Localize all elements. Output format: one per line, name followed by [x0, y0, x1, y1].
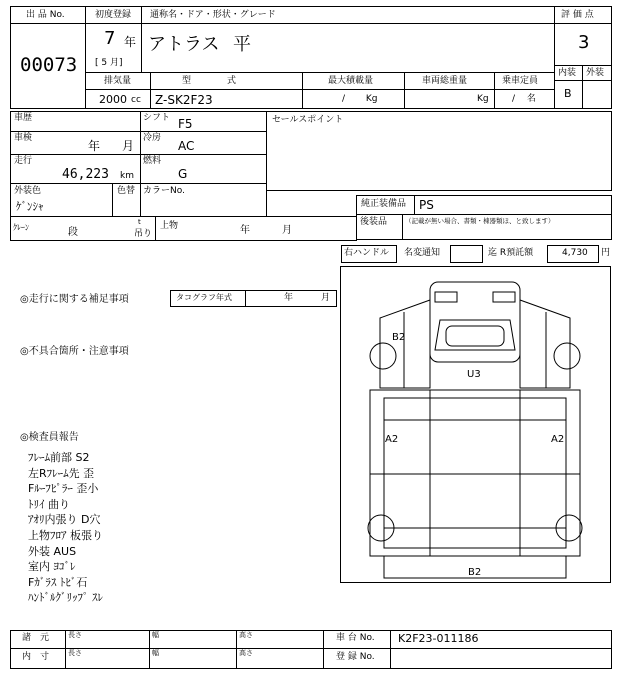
- crane-stage-unit: 段: [68, 227, 78, 238]
- displacement-label: 排気量: [104, 76, 132, 86]
- max-load-unit: / Kg: [342, 94, 378, 104]
- displacement-value: 2000: [99, 93, 127, 106]
- history-label: 車歴: [14, 113, 33, 123]
- dims-length-label: 長さ: [68, 631, 82, 639]
- exterior-color-label: 外装色: [14, 186, 42, 196]
- inspector-report-heading: ◎検査員報告: [20, 432, 79, 443]
- ac-value: AC: [178, 139, 195, 153]
- mileage-label: 走行: [14, 156, 33, 166]
- mark-front: B2: [392, 332, 406, 343]
- driving-notes-heading: ◎走行に関する補足事項: [20, 294, 129, 305]
- exterior-color-value: ｹﾞﾝｼｬ: [16, 200, 44, 213]
- report-line: ｱｵﾘ内張り D穴: [28, 513, 101, 527]
- crane-ton-label: t: [138, 218, 141, 226]
- shift-value: F5: [178, 117, 193, 131]
- crane-label: ｸﾚｰﾝ: [13, 223, 29, 232]
- truck-diagram-frame: [340, 266, 611, 583]
- upper-year: 年: [240, 225, 250, 236]
- model-code: Z-SK2F23: [155, 93, 213, 107]
- grade-value: 3: [578, 32, 590, 53]
- name-change-box: [450, 245, 483, 263]
- crane-lift-unit: 吊り: [134, 229, 153, 239]
- aftermarket-note: （記載が無い場合、書類・棟器類ほ、と致します）: [405, 217, 555, 225]
- refund-amount: 4,730: [562, 248, 588, 258]
- tachograph-month: 月: [321, 293, 331, 303]
- report-line: 外装 AUS: [28, 544, 77, 558]
- body-type: 平: [233, 34, 251, 55]
- exterior-grade-cell: [582, 80, 612, 109]
- inner-width-label: 幅: [152, 649, 159, 657]
- mileage-unit: km: [120, 171, 134, 181]
- genuine-label: 純正装備品: [361, 199, 407, 209]
- max-load-label: 最大積載量: [328, 76, 374, 86]
- mark-right: A2: [551, 434, 565, 445]
- sales-point-label: セールスポイント: [272, 115, 344, 125]
- dims-height-label: 高さ: [239, 631, 253, 639]
- reg-month: [ 5 月]: [95, 58, 123, 68]
- handle-value: 右ハンドル: [344, 248, 390, 258]
- inner-height-label: 高さ: [239, 649, 253, 657]
- report-line: 上物ﾌﾛｱ 板張り: [28, 528, 103, 542]
- defects-heading: ◎不具合箇所・注意事項: [20, 346, 129, 357]
- report-line: 室内 ﾖｺﾞﾚ: [28, 560, 76, 574]
- mark-cab: U3: [467, 369, 481, 380]
- upper-label: 上物: [160, 221, 179, 231]
- dims-label: 諸 元: [22, 633, 50, 643]
- genuine-value: PS: [419, 198, 434, 212]
- inspector-report-list: [28, 450, 103, 606]
- mark-left: A2: [385, 434, 399, 445]
- refund-label: 迄 R預託額: [488, 248, 534, 258]
- color-code-label: カラーNo.: [143, 186, 185, 196]
- reg-no-cell: [390, 648, 612, 669]
- inner-width-cell: [149, 648, 237, 669]
- inspection-year: 年: [88, 139, 101, 153]
- dims-width-cell: [149, 630, 237, 649]
- upper-cell: [155, 216, 357, 241]
- report-line: ﾌﾚｰﾑ前部 S2: [28, 451, 90, 464]
- genuine-cell: [414, 195, 612, 215]
- upper-month: 月: [282, 225, 292, 236]
- name-label: 通称名・ドア・形状・グレード: [150, 10, 276, 20]
- exterior-label: 外装: [586, 68, 605, 78]
- refund-unit: 円: [601, 248, 611, 258]
- inner-length-label: 長さ: [68, 649, 82, 657]
- tachograph-label: タコグラフ年式: [176, 293, 232, 302]
- interior-label: 内装: [558, 68, 577, 78]
- inspection-month: 月: [122, 139, 135, 153]
- gross-weight-label: 車両総重量: [422, 76, 468, 86]
- model-label: 型 式: [182, 76, 237, 86]
- tachograph-year: 年: [284, 293, 294, 303]
- mileage-value: 46,223: [62, 167, 109, 182]
- lot-label: 出 品 No.: [26, 10, 65, 20]
- inner-label: 内 寸: [22, 652, 50, 662]
- mark-rear: B2: [468, 567, 482, 578]
- grade-label: 評 価 点: [561, 10, 594, 20]
- chassis-number: K2F23-011186: [398, 632, 479, 645]
- capacity-label: 乗車定員: [502, 76, 539, 86]
- gross-weight-unit: Kg: [477, 94, 489, 104]
- report-line: ﾊﾝﾄﾞﾙｸﾞﾘｯﾌﾟ ｽﾚ: [28, 591, 103, 605]
- color-change-label: 色替: [117, 186, 136, 196]
- aftermarket-label: 後装品: [360, 217, 388, 227]
- report-line: ﾄﾘｲ 曲り: [28, 497, 70, 511]
- reg-label: 初度登録: [95, 10, 132, 20]
- displacement-unit: cc: [131, 95, 141, 105]
- reg-no-label: 登 録 No.: [336, 652, 375, 662]
- chassis-label: 車 台 No.: [336, 633, 375, 643]
- fuel-label: 燃料: [143, 156, 162, 166]
- reg-year-unit: 年: [124, 35, 137, 49]
- inspection-label: 車検: [14, 133, 33, 143]
- lot-number: 00073: [20, 54, 78, 76]
- shift-label: シフト: [143, 113, 171, 123]
- report-line: Fｶﾞﾗｽ ﾄﾋﾞ石: [28, 575, 88, 589]
- dims-width-label: 幅: [152, 631, 159, 639]
- name-change-label: 名変通知: [404, 248, 441, 258]
- reg-year: 7: [104, 28, 116, 49]
- interior-grade: B: [564, 87, 572, 100]
- report-line: Fﾙｰﾌﾋﾟﾗｰ 歪小: [28, 482, 99, 496]
- fuel-value: G: [178, 167, 188, 181]
- ac-label: 冷房: [143, 133, 162, 143]
- model-name: アトラス: [148, 34, 220, 55]
- capacity-unit: / 名: [512, 94, 536, 104]
- report-line: 左Rﾌﾚｰﾑ先 歪: [28, 466, 95, 480]
